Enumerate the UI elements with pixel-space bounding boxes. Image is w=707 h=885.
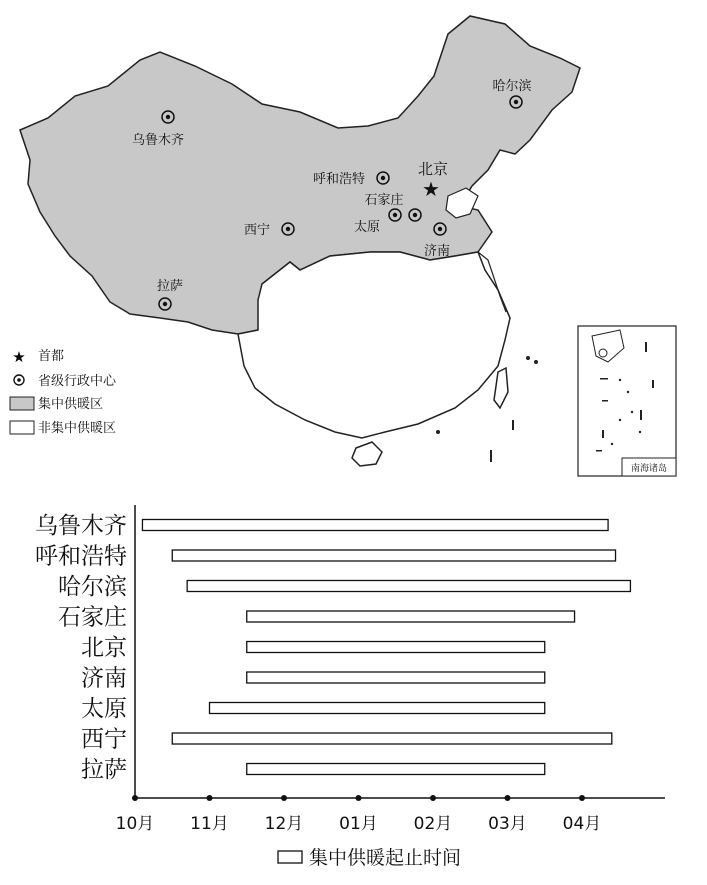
bar-6 bbox=[210, 703, 545, 714]
category-label: 北京 bbox=[81, 635, 127, 661]
white-box-icon bbox=[10, 421, 34, 434]
x-tick-mark bbox=[132, 795, 138, 801]
city-label-xining: 西宁 bbox=[243, 223, 271, 238]
legend-label-nonheating: 非集中供暖区 bbox=[38, 421, 117, 436]
category-label: 拉萨 bbox=[81, 757, 127, 783]
bar-3 bbox=[247, 611, 575, 622]
category-label: 呼和浩特 bbox=[35, 543, 127, 570]
hainan-island bbox=[352, 442, 382, 466]
city-label-jinan: 济南 bbox=[423, 244, 451, 259]
bar-8 bbox=[247, 764, 545, 775]
x-tick-mark bbox=[505, 795, 511, 801]
star-icon: ★ bbox=[422, 177, 440, 201]
gray-box-icon bbox=[10, 397, 34, 410]
legend-label-capital: 首都 bbox=[38, 349, 65, 364]
x-tick-mark bbox=[207, 795, 213, 801]
city-label-harbin: 哈尔滨 bbox=[492, 79, 532, 94]
legend-label-heating: 集中供暖区 bbox=[38, 397, 104, 412]
city-label-taiyuan: 太原 bbox=[353, 220, 381, 235]
legend-item-provincial bbox=[14, 373, 117, 389]
category-label: 石家庄 bbox=[58, 604, 127, 631]
x-tick-label: 12月 bbox=[264, 814, 304, 834]
x-tick-label: 04月 bbox=[562, 814, 602, 834]
city-label-shijiazhuang: 石家庄 bbox=[364, 193, 404, 208]
inset-south-china-sea bbox=[578, 326, 676, 476]
inset-label: 南海诸岛 bbox=[630, 464, 668, 474]
non-heating-area-region bbox=[238, 252, 510, 438]
x-tick-mark bbox=[281, 795, 287, 801]
bar-1 bbox=[172, 550, 615, 561]
bar-0 bbox=[142, 520, 608, 531]
city-label-beijing: 北京 bbox=[417, 160, 449, 178]
x-tick-label: 03月 bbox=[488, 814, 527, 834]
category-label: 济南 bbox=[81, 665, 127, 692]
x-tick-mark bbox=[579, 795, 585, 801]
taiwan-island bbox=[494, 368, 508, 408]
legend-item-nonheating bbox=[10, 420, 116, 436]
star-icon: ★ bbox=[12, 348, 26, 366]
category-label: 乌鲁木齐 bbox=[35, 513, 127, 539]
x-tick-mark bbox=[356, 795, 362, 801]
legend-swatch bbox=[278, 851, 302, 863]
x-tick-label: 02月 bbox=[413, 814, 453, 834]
category-label: 哈尔滨 bbox=[58, 574, 127, 600]
city-label-lhasa: 拉萨 bbox=[156, 279, 184, 294]
map-legend bbox=[10, 348, 117, 436]
category-label: 太原 bbox=[81, 696, 127, 722]
category-label: 西宁 bbox=[81, 726, 127, 753]
legend-item-heating bbox=[10, 396, 103, 412]
city-label-hohhot: 呼和浩特 bbox=[312, 172, 366, 187]
legend-label-provincial: 省级行政中心 bbox=[38, 374, 117, 389]
x-tick-mark bbox=[430, 795, 436, 801]
bar-4 bbox=[247, 642, 545, 653]
chart-legend-label: 集中供暖起止时间 bbox=[309, 847, 462, 869]
bar-7 bbox=[172, 733, 612, 744]
chart-legend bbox=[278, 847, 461, 869]
legend-item-capital bbox=[12, 348, 64, 366]
x-tick-label: 10月 bbox=[115, 814, 155, 834]
city-label-urumqi: 乌鲁木齐 bbox=[131, 133, 185, 148]
x-tick-label: 01月 bbox=[339, 814, 378, 834]
bar-5 bbox=[247, 672, 545, 683]
bar-2 bbox=[187, 581, 630, 592]
heating-period-chart bbox=[35, 505, 665, 869]
china-heating-map bbox=[10, 16, 676, 476]
x-tick-label: 11月 bbox=[190, 814, 229, 834]
